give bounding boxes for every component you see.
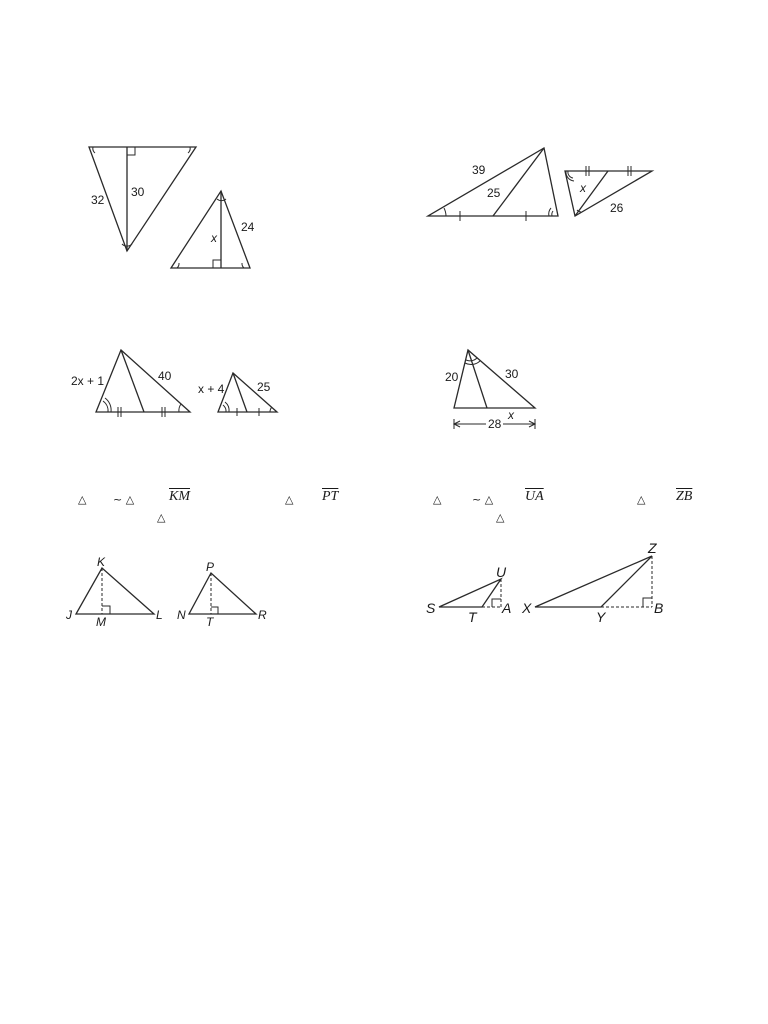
fig4-label-x: x — [508, 408, 514, 422]
fig2-label-25: 25 — [487, 186, 501, 200]
fig1-label-30: 30 — [131, 185, 145, 199]
fig5-label-m: M — [96, 615, 106, 629]
prob-left-seg-km: $\overline{KM}$ — [169, 489, 190, 504]
prob-right-tri-3: △ — [496, 511, 505, 524]
prob-right-seg-ua: $\overline{UA}$ — [525, 489, 544, 504]
fig6-label-u: U — [496, 564, 507, 580]
fig6-label-z: Z — [648, 540, 657, 556]
fig2-label-39: 39 — [472, 163, 486, 177]
fig3-label-expr2: x + 4 — [198, 382, 225, 396]
fig1-label-24: 24 — [241, 220, 255, 234]
fig4-label-28: 28 — [488, 417, 502, 431]
fig6-label-s: S — [426, 600, 436, 616]
fig2-label-26: 26 — [610, 201, 624, 215]
fig6-label-a: A — [502, 600, 512, 616]
fig6-label-t: T — [468, 609, 477, 625]
fig4-label-30: 30 — [505, 367, 519, 381]
prob-right-tri-1: △ — [433, 493, 442, 506]
fig5-label-j: J — [66, 608, 72, 622]
prob-left-tri-3: △ — [157, 511, 166, 524]
fig2-label-x: x — [580, 181, 586, 195]
fig1-label-x: x — [211, 231, 217, 245]
prob-left-tri-2: △ — [285, 493, 294, 506]
prob-right-similar: ~ △ — [472, 493, 494, 506]
fig5-label-n: N — [177, 608, 186, 622]
fig3-label-expr: 2x + 1 — [71, 374, 105, 388]
fig5-label-l: L — [156, 608, 163, 622]
prob-left-seg-pt: $\overline{PT}$ — [322, 489, 339, 504]
fig6-triangle-xyz — [535, 556, 652, 607]
fig5-label-t: T — [206, 615, 214, 629]
prob-right-tri-2: △ — [637, 493, 646, 506]
fig6-label-b: B — [654, 600, 664, 616]
fig1-label-32: 32 — [91, 193, 105, 207]
fig4-label-20: 20 — [445, 370, 459, 384]
fig6-label-x: X — [522, 600, 532, 616]
fig3-label-25: 25 — [257, 380, 271, 394]
fig6-label-y: Y — [596, 609, 606, 625]
prob-left-tri-1: △ — [78, 493, 87, 506]
fig3-label-40: 40 — [158, 369, 172, 383]
prob-right-seg-zb: $\overline{ZB}$ — [676, 489, 693, 504]
fig5-label-r: R — [258, 608, 267, 622]
fig5-label-p: P — [206, 560, 215, 574]
fig5-label-k: K — [97, 555, 106, 569]
prob-left-similar: ~ △ — [113, 493, 135, 506]
